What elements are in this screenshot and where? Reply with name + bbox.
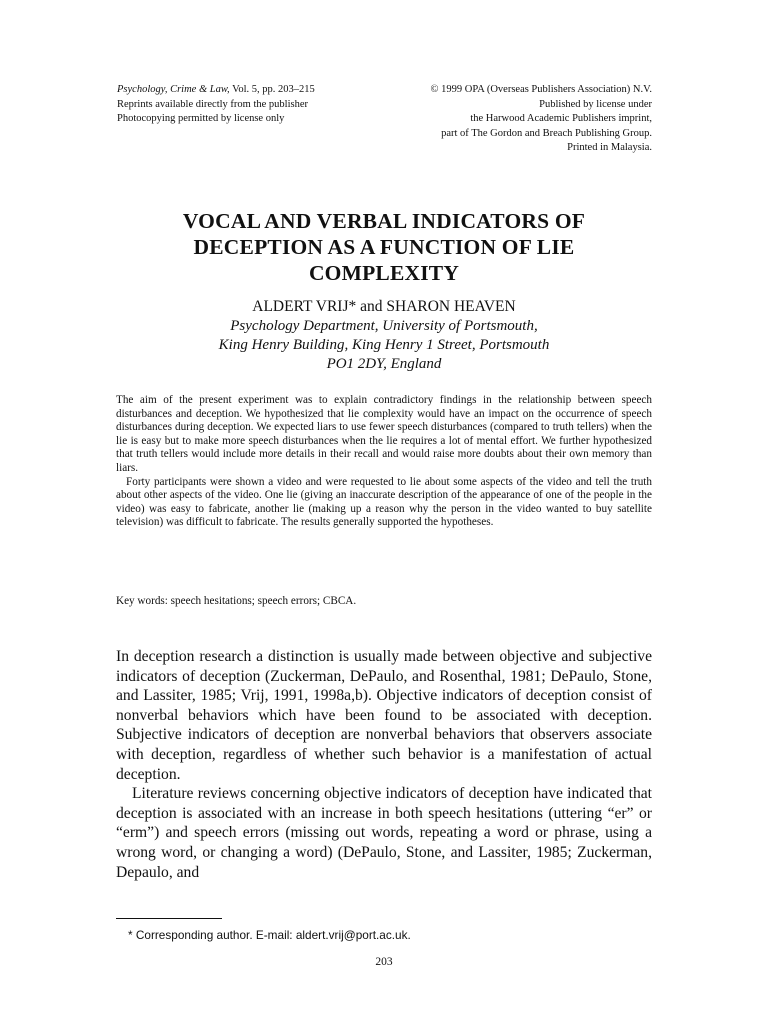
photocopy-note: Photocopying permitted by license only xyxy=(117,113,285,124)
group-line: part of The Gordon and Breach Publishing Group. xyxy=(441,127,652,139)
abstract-paragraph: Forty participants were shown a video and were requested to lie about some aspects of the video and tell the truth about other aspects of the video. One lie (giving an inaccurate description of the appearance of one of the people in the video) was easy to fabricate, another lie (making up a reason why the person in the video wanted to buy satellite television) was difficult to fabricate. The results generally supported the hypotheses. xyxy=(116,475,652,529)
footnote-rule xyxy=(116,918,222,919)
article-title xyxy=(110,208,658,286)
journal-line xyxy=(117,83,387,98)
body-paragraph: Literature reviews concerning objective indicators of deception have indicated that deception is associated with an increase in both speech hesitations (uttering “er” or “erm”) and speech errors (missing out words, repeating a word or phrase, using a wrong word, or changing a word) (DePaulo, Stone, and Lassiter, 1985; Zuckerman, Depaulo, and xyxy=(116,785,652,881)
affiliation-line: King Henry Building, King Henry 1 Street, Portsmouth xyxy=(218,337,550,353)
printed-line: Printed in Malaysia. xyxy=(567,142,652,153)
imprint-line: the Harwood Academic Publishers imprint, xyxy=(470,113,652,124)
title-line: COMPLEXITY xyxy=(308,261,460,285)
journal-volume: Vol. 5, pp. 203–215 xyxy=(229,84,315,95)
keywords: Key words: speech hesitations; speech errors; CBCA. xyxy=(116,595,357,607)
affiliation-line: Psychology Department, University of Portsmouth, xyxy=(230,318,538,334)
page-number: 203 xyxy=(375,956,393,968)
abstract-paragraph: The aim of the present experiment was to explain contradictory findings in the relationship between speech disturbances and deception. We hypothesized that lie complexity would have an impact on the occurrence of speech disturbances during deception. We expected liars to use fewer speech disturbances (compared to truth tellers) when the lie is easy but to make more speech disturbances when the lie requires a lot of mental effort. We further hypothesized that truth tellers would include more details in their recall and would raise more doubts about their own memory than liars. xyxy=(116,394,652,474)
footnote: * Corresponding author. E-mail: aldert.vrij@port.ac.uk. xyxy=(128,928,411,942)
copyright-line: © 1999 OPA (Overseas Publishers Association) N.V. xyxy=(430,84,652,95)
publisher-notice xyxy=(372,83,652,156)
reprints-note: Reprints available directly from the publisher xyxy=(117,98,308,110)
title-line: DECEPTION AS A FUNCTION OF LIE xyxy=(193,235,575,259)
body-paragraph: In deception research a distinction is usually made between objective and subjective indicators of deception (Zuckerman, DePaulo, and Rosenthal, 1981; DePaulo, Stone, and Lassiter, 1985; Vrij, 1991, 1998a,b). Objective indicators of deception consist of nonverbal behaviors which have been found to be associated with deception. Subjective indicators of deception are nonverbal behaviors that observers associate with deception, regardless of whether such behavior is a manifestation of actual deception. xyxy=(116,648,652,783)
abstract xyxy=(116,394,652,530)
affiliation xyxy=(110,317,658,374)
author-names: ALDERT VRIJ* and SHARON HEAVEN xyxy=(252,298,516,315)
journal-citation xyxy=(117,83,387,127)
affiliation-line: PO1 2DY, England xyxy=(326,356,442,372)
body-text xyxy=(116,647,652,882)
license-line: Published by license under xyxy=(539,98,652,110)
title-line: VOCAL AND VERBAL INDICATORS OF xyxy=(182,209,586,233)
journal-name: Psychology, Crime & Law, xyxy=(117,84,230,95)
